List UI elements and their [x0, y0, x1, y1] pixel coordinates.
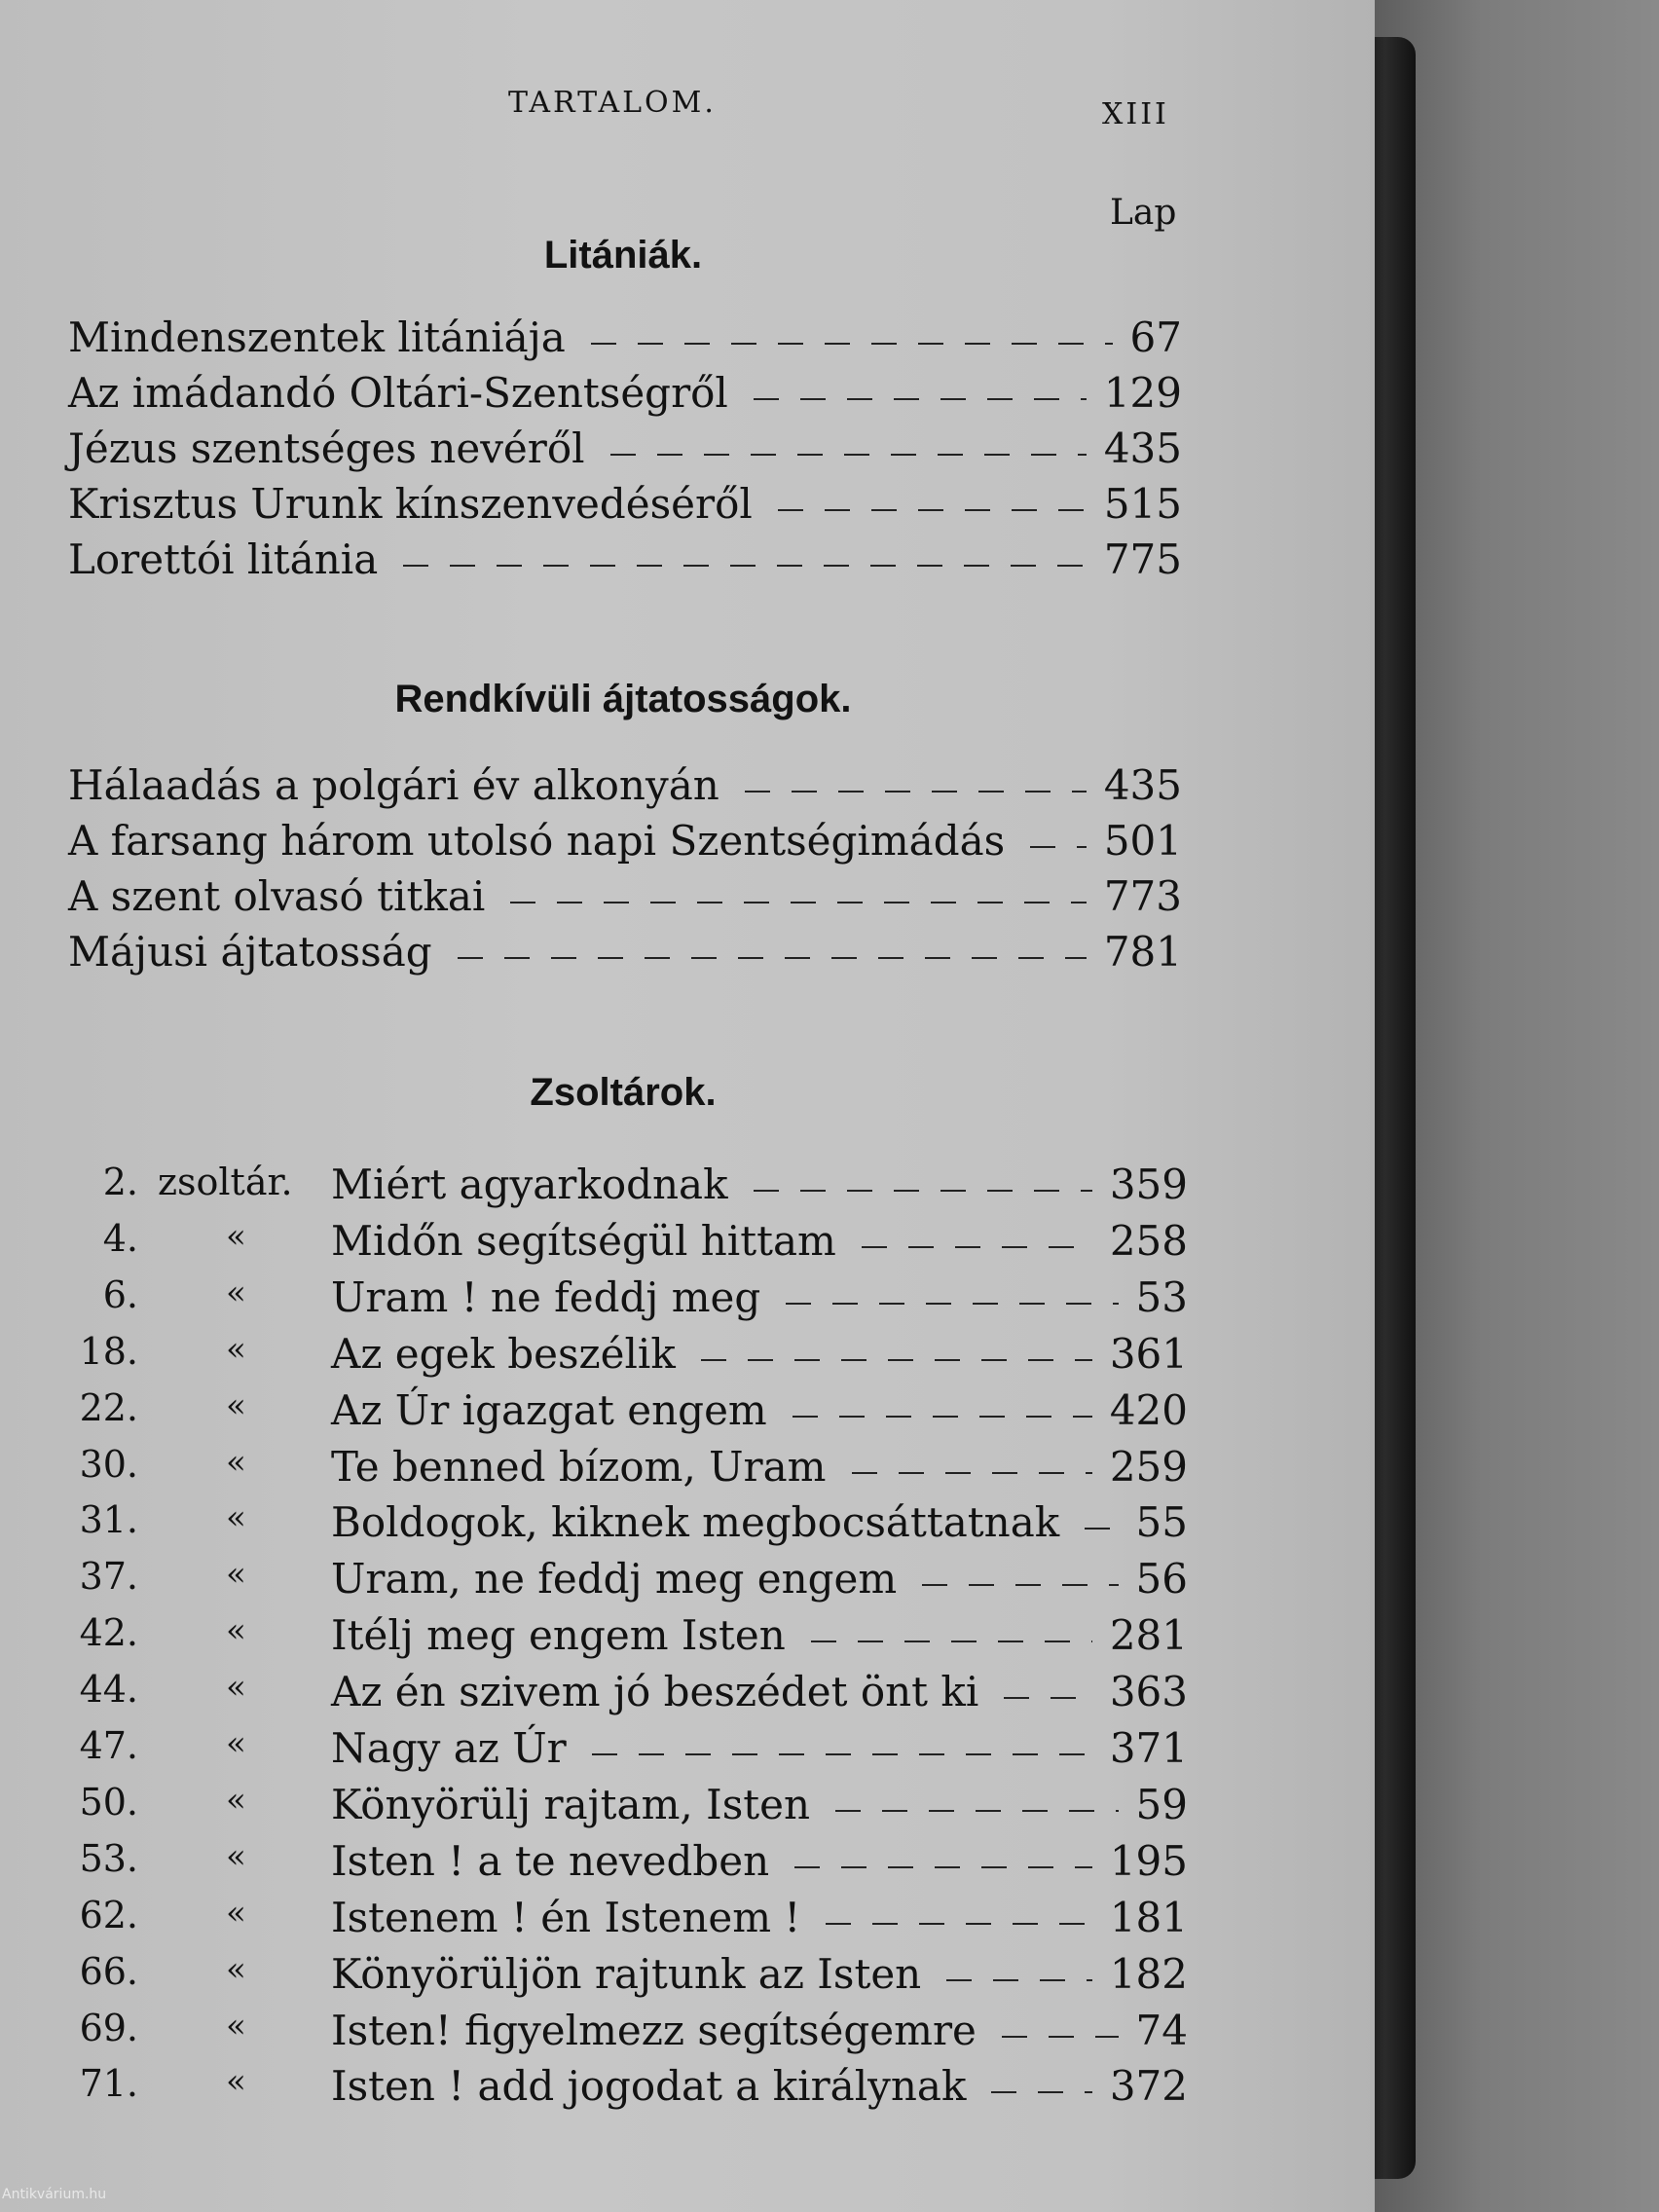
- section-title-litaniak: Litániák.: [543, 234, 703, 276]
- entry-page: 501: [1103, 817, 1182, 865]
- psalm-page: 361: [1109, 1330, 1188, 1378]
- toc-entry: [0, 424, 1375, 479]
- ditto-mark: «: [226, 1724, 246, 1763]
- psalm-number: 42.: [79, 1611, 138, 1654]
- psalm-page: 59: [1135, 1781, 1188, 1828]
- leader-dots: [1004, 1697, 1092, 1699]
- entry-title: Az imádandó Oltári-Szentségről: [68, 369, 728, 417]
- entry-page: 435: [1103, 761, 1182, 809]
- ditto-mark: «: [226, 1273, 246, 1312]
- ditto-mark: «: [226, 1330, 246, 1369]
- psalm-number: 4.: [102, 1217, 138, 1260]
- ditto-mark: «: [226, 1217, 246, 1256]
- running-head: TARTALOM.: [508, 86, 717, 120]
- psalm-entry: [0, 1611, 1375, 1666]
- leader-dots: [786, 1303, 1119, 1305]
- psalm-page: 74: [1135, 2007, 1188, 2054]
- ditto-mark: «: [226, 1386, 246, 1425]
- ditto-mark: «: [226, 1894, 246, 1933]
- psalm-entry: [0, 1950, 1375, 2005]
- toc-entry: [0, 480, 1375, 535]
- psalm-page: 55: [1135, 1498, 1188, 1546]
- toc-entry: [0, 313, 1375, 368]
- leader-dots: [754, 1190, 1092, 1192]
- psalm-number: 47.: [79, 1724, 138, 1767]
- leader-dots: [862, 1246, 1092, 1248]
- entry-title: Jézus szentséges nevéről: [68, 424, 585, 472]
- leader-dots: [510, 902, 1087, 903]
- psalm-page: 258: [1109, 1217, 1188, 1265]
- leader-dots: [403, 565, 1087, 567]
- psalm-page: 56: [1135, 1555, 1188, 1603]
- psalm-title: Uram, ne feddj meg engem: [331, 1555, 898, 1603]
- psalm-number: 71.: [79, 2062, 138, 2105]
- psalm-number: 22.: [79, 1386, 138, 1429]
- psalm-title: Isten! figyelmezz segítségemre: [331, 2007, 977, 2054]
- psalm-page: 195: [1109, 1837, 1188, 1885]
- leader-dots: [826, 1923, 1092, 1925]
- entry-page: 435: [1103, 424, 1182, 472]
- psalm-label: zsoltár.: [158, 1161, 293, 1203]
- entry-page: 129: [1103, 369, 1182, 417]
- psalm-title: Az egek beszélik: [331, 1330, 676, 1378]
- column-label-lap: Lap: [1110, 193, 1177, 233]
- psalm-page: 359: [1109, 1161, 1188, 1208]
- psalm-title: Itélj meg engem Isten: [331, 1611, 786, 1659]
- psalm-number: 2.: [102, 1161, 138, 1203]
- psalm-entry: [0, 1724, 1375, 1779]
- psalm-title: Boldogok, kiknek megbocsáttatnak: [331, 1498, 1060, 1546]
- toc-entry: [0, 872, 1375, 927]
- ditto-mark: «: [226, 2007, 246, 2046]
- leader-dots: [835, 1810, 1119, 1812]
- psalm-title: Istenem ! én Istenem !: [331, 1894, 801, 1941]
- entry-title: A farsang három utolsó napi Szentségimádás: [68, 817, 1006, 865]
- leader-dots: [811, 1641, 1092, 1642]
- leader-dots: [610, 454, 1087, 456]
- ditto-mark: «: [226, 1837, 246, 1876]
- psalm-title: Isten ! a te nevedben: [331, 1837, 770, 1885]
- psalm-title: Te benned bízom, Uram: [331, 1443, 827, 1491]
- psalm-entry: [0, 1781, 1375, 1835]
- ditto-mark: «: [226, 1668, 246, 1707]
- psalm-title: Miért agyarkodnak: [331, 1161, 728, 1208]
- psalm-page: 371: [1109, 1724, 1188, 1772]
- psalm-entry: [0, 2007, 1375, 2061]
- leader-dots: [1030, 846, 1087, 848]
- ditto-mark: «: [226, 1611, 246, 1650]
- psalm-number: 69.: [79, 2007, 138, 2049]
- leader-dots: [946, 1979, 1092, 1981]
- psalm-title: Az Úr igazgat engem: [331, 1386, 767, 1434]
- toc-entry: [0, 369, 1375, 424]
- toc-entry: [0, 928, 1375, 982]
- psalm-number: 30.: [79, 1443, 138, 1486]
- psalm-number: 62.: [79, 1894, 138, 1936]
- entry-title: A szent olvasó titkai: [68, 872, 486, 920]
- entry-title: Krisztus Urunk kínszenvedéséről: [68, 480, 753, 528]
- ditto-mark: «: [226, 1443, 246, 1482]
- psalm-entry: [0, 1837, 1375, 1892]
- psalm-entry: [0, 1443, 1375, 1497]
- psalm-entry: [0, 1498, 1375, 1553]
- leader-dots: [591, 343, 1113, 345]
- psalm-entry: [0, 1217, 1375, 1272]
- psalm-title: Nagy az Úr: [331, 1724, 567, 1772]
- psalm-entry: [0, 1161, 1375, 1215]
- psalm-page: 363: [1109, 1668, 1188, 1715]
- section-title-rendkivuli: Rendkívüli ájtatosságok.: [394, 678, 852, 720]
- ditto-mark: «: [226, 1555, 246, 1594]
- psalm-entry: [0, 1273, 1375, 1328]
- ditto-mark: «: [226, 2062, 246, 2101]
- leader-dots: [778, 509, 1087, 511]
- leader-dots: [922, 1584, 1119, 1586]
- watermark: Antikvárium.hu: [2, 2187, 107, 2202]
- psalm-number: 53.: [79, 1837, 138, 1880]
- leader-dots: [794, 1866, 1092, 1868]
- psalm-number: 50.: [79, 1781, 138, 1824]
- entry-page: 781: [1103, 928, 1182, 976]
- psalm-title: Isten ! add jogodat a királynak: [331, 2062, 967, 2110]
- entry-title: Mindenszentek litániája: [68, 313, 566, 361]
- psalm-entry: [0, 1386, 1375, 1441]
- psalm-page: 372: [1109, 2062, 1188, 2110]
- toc-entry: [0, 817, 1375, 871]
- psalm-entry: [0, 1330, 1375, 1384]
- psalm-number: 6.: [102, 1273, 138, 1316]
- entry-page: 67: [1129, 313, 1182, 361]
- page-number: XIII: [1102, 97, 1169, 131]
- entry-page: 515: [1103, 480, 1182, 528]
- ditto-mark: «: [226, 1781, 246, 1820]
- leader-dots: [852, 1472, 1092, 1474]
- section-title-zsoltarok: Zsoltárok.: [530, 1071, 717, 1114]
- entry-page: 775: [1103, 535, 1182, 583]
- entry-page: 773: [1103, 872, 1182, 920]
- leader-dots: [754, 398, 1087, 400]
- leader-dots: [1002, 2036, 1119, 2038]
- psalm-title: Uram ! ne feddj meg: [331, 1273, 761, 1321]
- psalm-entry: [0, 1668, 1375, 1722]
- psalm-title: Midőn segítségül hittam: [331, 1217, 836, 1265]
- leader-dots: [745, 791, 1087, 793]
- psalm-entry: [0, 1894, 1375, 1948]
- psalm-page: 181: [1109, 1894, 1188, 1941]
- leader-dots: [701, 1359, 1092, 1361]
- leader-dots: [1085, 1528, 1119, 1530]
- psalm-number: 37.: [79, 1555, 138, 1598]
- psalm-page: 259: [1109, 1443, 1188, 1491]
- psalm-page: 182: [1109, 1950, 1188, 1998]
- leader-dots: [991, 2091, 1092, 2093]
- psalm-number: 18.: [79, 1330, 138, 1373]
- psalm-title: Könyörüljön rajtunk az Isten: [331, 1950, 922, 1998]
- psalm-title: Az én szivem jó beszédet önt ki: [331, 1668, 979, 1715]
- psalm-page: 420: [1109, 1386, 1188, 1434]
- entry-title: Lorettói litánia: [68, 535, 379, 583]
- psalm-entry: [0, 1555, 1375, 1609]
- psalm-number: 31.: [79, 1498, 138, 1541]
- psalm-page: 53: [1135, 1273, 1188, 1321]
- leader-dots: [592, 1753, 1092, 1755]
- psalm-entry: [0, 2062, 1375, 2117]
- entry-title: Hálaadás a polgári év alkonyán: [68, 761, 719, 809]
- psalm-page: 281: [1109, 1611, 1188, 1659]
- ditto-mark: «: [226, 1498, 246, 1537]
- entry-title: Májusi ájtatosság: [68, 928, 432, 976]
- psalm-number: 44.: [79, 1668, 138, 1711]
- leader-dots: [458, 957, 1087, 959]
- psalm-number: 66.: [79, 1950, 138, 1993]
- toc-entry: [0, 535, 1375, 590]
- ditto-mark: «: [226, 1950, 246, 1989]
- toc-entry: [0, 761, 1375, 816]
- leader-dots: [793, 1416, 1092, 1418]
- psalm-title: Könyörülj rajtam, Isten: [331, 1781, 811, 1828]
